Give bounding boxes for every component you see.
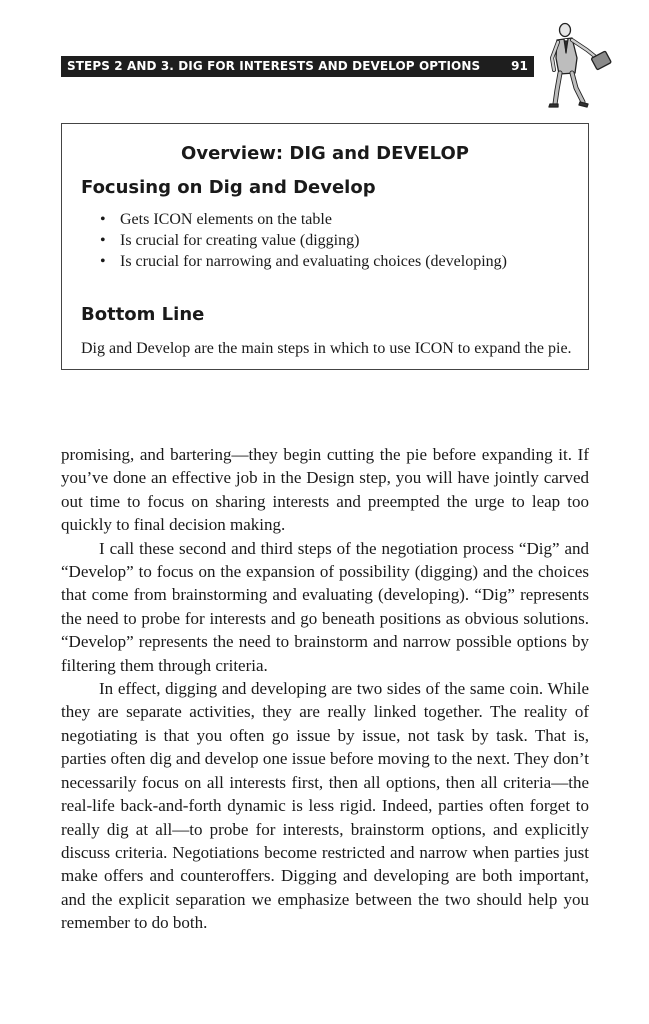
- list-item: • Is crucial for creating value (digging): [100, 232, 360, 249]
- body-text: [61, 443, 589, 935]
- bullet-icon: •: [100, 211, 106, 228]
- overview-box: [61, 123, 589, 370]
- page-number: 91: [511, 59, 528, 73]
- bottom-line-heading: Bottom Line: [81, 304, 205, 325]
- businessman-walking-with-briefcase-icon: [545, 18, 615, 110]
- bullet-icon: •: [100, 253, 106, 270]
- paragraph: In effect, digging and developing are two sides of the same coin. While they are separate activities, they are really linked together. The reality of negotiating is that you often go issue by issue, not task by task. That is, parties often dig and develop one issue before moving to the next. They don’t necessarily focus on all interests first, then all options, then all criteria—the real-life back-and-forth dynamic is less rigid. Indeed, parties often forget to really dig at all—to probe for interests, brainstorm options, and explicitly discuss criteria. Negotiations become restricted and narrow when parties just make offers and counteroffers. Digging and developing are both important, and the explicit separation we emphasize between the two should help you remember to do both.: [61, 679, 589, 933]
- overview-title: Overview: DIG and DEVELOP: [181, 143, 469, 164]
- paragraph: promising, and bartering—they begin cutting the pie before expanding it. If you’ve done an effective job in the Design step, you will have jointly carved out time to focus on sharing interests and preempted the urge to leap too quickly to final decision making.: [61, 445, 589, 535]
- running-head-title: STEPS 2 AND 3. DIG FOR INTERESTS AND DEVELOP OPTIONS: [67, 59, 481, 73]
- bottom-line-text: Dig and Develop are the main steps in which to use ICON to expand the pie.: [81, 340, 572, 357]
- overview-bullet-list: [100, 209, 507, 272]
- list-item: • Gets ICON elements on the table: [100, 211, 332, 228]
- bullet-icon: •: [100, 232, 106, 249]
- focus-heading: Focusing on Dig and Develop: [81, 177, 376, 198]
- paragraph: I call these second and third steps of the negotiation process “Dig” and “Develop” to focus on the expansion of possibility (digging) and the choices that come from brainstorming and evaluating (developing). “Dig” represents the need to probe for interests and go beneath positions as obvious solutions. “Develop” represents the need to brainstorm and narrow possible options by filtering them through criteria.: [61, 538, 589, 675]
- running-head: [61, 56, 534, 77]
- list-item: • Is crucial for narrowing and evaluating choices (developing): [100, 253, 507, 270]
